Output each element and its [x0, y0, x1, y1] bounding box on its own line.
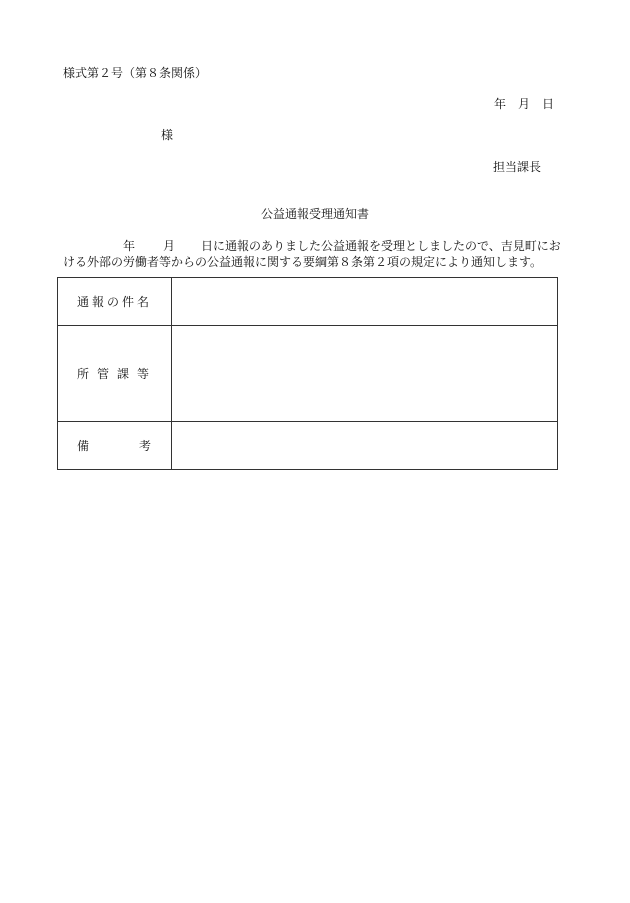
row-label-subject: 通報の件名 [58, 278, 172, 326]
table-row [58, 326, 558, 422]
row-value-remarks [172, 422, 558, 470]
table-row [58, 422, 558, 470]
table-row [58, 278, 558, 326]
date-line: 年 月 日 [494, 97, 555, 111]
body-month: 月 [163, 239, 176, 253]
notice-table [57, 277, 558, 470]
form-number: 様式第２号（第８条関係） [63, 66, 208, 80]
row-value-subject [172, 278, 558, 326]
remarks-label-right: 考 [138, 439, 151, 453]
notice-body [63, 238, 561, 270]
addressee-suffix: 様 [161, 128, 174, 142]
notice-body-line-2: ける外部の労働者等からの公益通報に関する要綱第８条第２項の規定により通知します。 [63, 255, 543, 269]
document-title: 公益通報受理通知書 [260, 207, 369, 221]
row-label-remarks [58, 422, 172, 470]
remarks-label-left: 備 [77, 439, 90, 453]
body-line-1-text: 日に通報のありました公益通報を受理としましたので、吉見町にお [201, 239, 561, 253]
row-value-department [172, 326, 558, 422]
notice-body-line-1 [63, 238, 561, 254]
sender-title: 担当課長 [493, 160, 542, 174]
body-year: 年 [123, 239, 136, 253]
row-label-department: 所管課等 [58, 326, 172, 422]
